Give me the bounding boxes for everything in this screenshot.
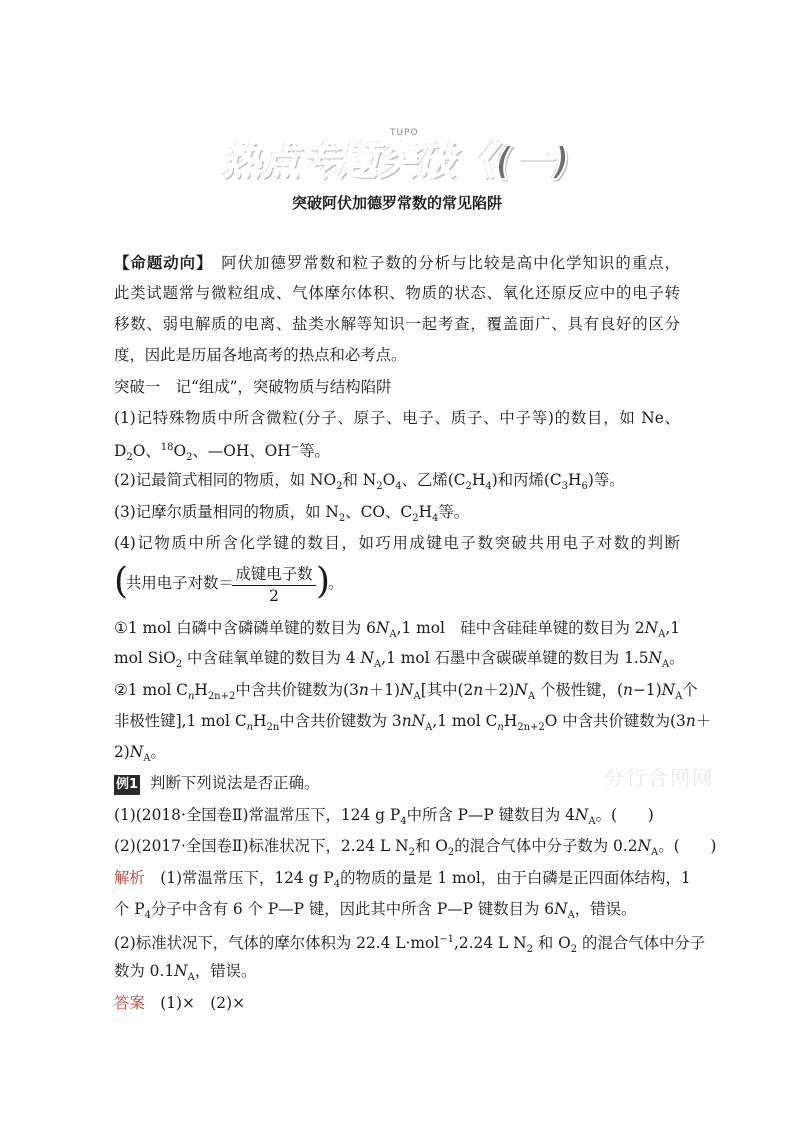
- answer-tag: 答案: [114, 994, 145, 1012]
- case-1-line-1: ①1 mol 白磷中含磷磷单键的数目为 $6N_A,1$ mol 硅中含硅硅单键的数目为 $2N_A,1$: [114, 619, 680, 641]
- intro-line-4: 度，因此是历届各地高考的热点和必考点。: [114, 346, 407, 364]
- intro-line-2: 此类试题常与微粒组成、气体摩尔体积、物质的状态、氧化还原反应中的电子转: [114, 284, 680, 302]
- formula-close-paren: ): [316, 561, 331, 602]
- intro-line-1: 【命题动向】 阿伏加德罗常数和粒子数的分析与比较是高中化学知识的重点，: [114, 254, 680, 272]
- analysis-line-2: 个 $P_4$分子中含有 6 个 P—P 键，因此其中所含 P—P 键数目为 $6N_A$，错误。: [114, 900, 637, 922]
- analysis-tag: 解析: [114, 869, 145, 887]
- point-1-line-1: (1)记特殊物质中所含微粒(分子、原子、电子、质子、中子等)的数目，如 Ne、: [114, 409, 680, 427]
- example-1-title: 例1 判断下列说法是否正确。: [114, 773, 319, 795]
- answer-line: 答案 (1)× (2)×: [114, 994, 245, 1012]
- intro-line-3: 移数、弱电解质的电离、盐类水解等知识一起考查，覆盖面广、具有良好的区分: [114, 315, 680, 333]
- formula-open-paren: (: [114, 561, 129, 602]
- case-2-line-1: ②1 mol $C_nH_{2n+2}$中含共价键数为$(3n+1)N_A$[其中$(2n+2)N_A$ 个极性键，$(n-1)N_A$个: [114, 681, 698, 703]
- page-subtitle: 突破阿伏加德罗常数的常见陷阱: [291, 194, 502, 212]
- formula-numerator: 成键电子数: [232, 562, 316, 586]
- case-2-line-2: 非极性键],1 mol $C_nH_{2n}$中含共价键数为 $3nN_A,1$ mol $C_nH_{2n+2}O$ 中含共价键数为(3n＋: [114, 712, 712, 734]
- formula-end: 。: [328, 574, 344, 592]
- formula-denominator: 2: [269, 587, 279, 605]
- case-2-line-3: $2)N_A$。: [114, 743, 166, 765]
- example-question-1: (1)(2018·全国卷Ⅱ)常温常压下，124 g $P_4$中所含 P—P 键数目为 $4N_A$。( ): [114, 806, 654, 828]
- formula-left: 共用电子对数＝: [126, 574, 234, 592]
- analysis-line-1: 解析 (1)常温常压下，124 g $P_4$的物质的量是 1 mol，由于白磷是正四面体结构，1: [114, 869, 691, 891]
- example-badge: 例1: [114, 775, 140, 795]
- section-heading-1: 突破一 记“组成”，突破物质与结构陷阱: [114, 378, 392, 396]
- banner-text: 热点专题突破《(一): [222, 139, 571, 183]
- point-3: (3)记摩尔质量相同的物质，如 $N_2$、CO、$C_2H_4$等。: [114, 503, 470, 525]
- point-1-line-2: $D_2O$、$^{18}O_2$、—OH、OH−等。: [114, 442, 330, 464]
- point-2: (2)记最简式相同的物质，如 $NO_2$和 $N_2O_4$、乙烯$(C_2H_4)$和丙烯$(C_3H_6)$等。: [114, 471, 625, 493]
- watermark: 分行合网网: [604, 766, 714, 790]
- formula-fraction: [232, 562, 316, 605]
- analysis-line-4: 数为 $0.1N_A$，错误。: [114, 962, 257, 984]
- example-question-2: (2)(2017·全国卷Ⅱ)标准状况下，2.24 L $N_2$和 $O_2$的混合气体中分子数为 $0.2N_A$。( ): [114, 837, 717, 859]
- analysis-line-3: (2)标准状况下，气体的摩尔体积为 22.4 L·mol$^{-1}$,2.24 L $N_2$ 和 $O_2$ 的混合气体中分子: [114, 934, 706, 956]
- intro-tag: 【命题动向】: [114, 254, 205, 272]
- point-4: (4)记物质中所含化学键的数目，如巧用成键电子数突破共用电子对数的判断: [114, 534, 680, 552]
- banner-tupo-label: TUPO: [390, 128, 419, 138]
- banner-title: [222, 128, 571, 183]
- case-1-line-2: mol SiO$_2$ 中含硅氧单键的数目为 4 $N_A,1$ mol 石墨中含碳碳单键的数目为 $1.5N_A$。: [114, 649, 685, 671]
